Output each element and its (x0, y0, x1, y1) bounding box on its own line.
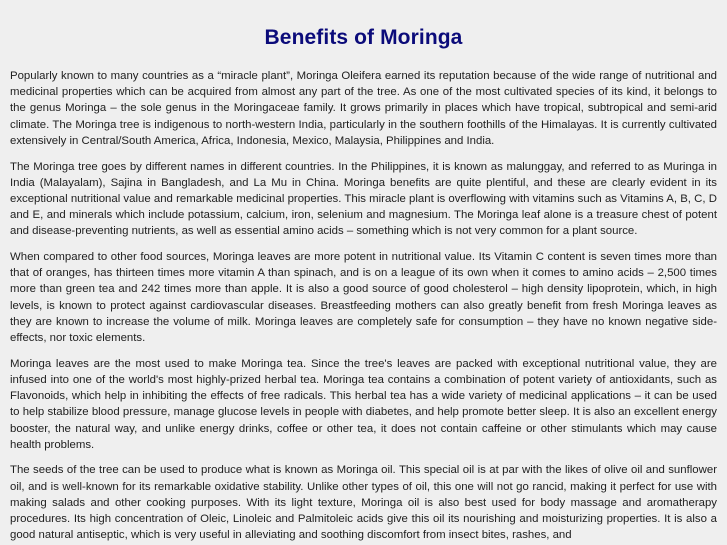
paragraph-nutrition: When compared to other food sources, Moringa leaves are more potent in nutritional value. Its Vitamin C content is seven times more than that of oranges, has thirteen times more vitamin A than spinach, and is on a league of its own when it comes to amino acids – 2,500 times more than green tea and 242 times more than apple. It is also a good source of good cholesterol – high density lipoprotein, which, in high levels, is known to protect against cardiovascular diseases. Breastfeeding mothers can also greatly benefit from fresh Moringa leaves as they are known to increase the volume of milk. Moringa leaves are completely safe for consumption – they have no known negative side-effects, nor toxic elements. (10, 251, 717, 345)
paragraph-names: The Moringa tree goes by different names in different countries. In the Philippines, it is known as malunggay, and referred to as Muringa in India (Malayalam), Sajina in Bangladesh, and La Mu in China. Moringa benefits are quite plentiful, and these are clearly evident in its exceptional nutritional value and remarkable medicinal properties. This miracle plant is overflowing with vitamins such as Vitamins A, B, C, D and E, and minerals which include potassium, calcium, iron, selenium and magnesium. The Moringa leaf alone is a treasure chest of potent and disease-preventing nutrients, as well as essential amino acids – something which is not very common for a plant source. (10, 160, 717, 238)
paragraph-oil: The seeds of the tree can be used to produce what is known as Moringa oil. This special oil is at par with the likes of olive oil and sunflower oil, and is well-known for its remarkable oxidative stability. Unlike other types of oil, this one will not go rancid, making it perfect for use with making salads and other cooking purposes. With its light texture, Moringa oil is also best used for body massage and aromatherapy procedures. Its high concentration of Oleic, Linoleic and Palmitoleic acids give this oil its nourishing and moisturizing properties. It is also a good natural antiseptic, which is very useful in alleviating and soothing discomfort from insect bites, rashes, and (10, 464, 717, 542)
article-body (10, 56, 717, 543)
page-title: Benefits of Moringa (264, 26, 463, 49)
paragraph-tea: Moringa leaves are the most used to make Moringa tea. Since the tree's leaves are packed with exceptional nutritional value, they are infused into one of the world's most highly-prized herbal tea. Moringa tea contains a combination of potent variety of antioxidants, such as Flavonoids, which help in inhibiting the effects of free radicals. This herbal tea has a wide variety of medicinal applications – it can be used to help stabilize blood pressure, manage glucose levels in people with diabetes, and help promote better sleep. It is also an excellent energy booster, the natural way, and unlike energy drinks, coffee or other tea, it does not contain caffeine or other stimulants which may cause health problems. (10, 357, 717, 451)
paragraph-intro: Popularly known to many countries as a “miracle plant”, Moringa Oleifera earned its reputation because of the wide range of nutritional and medicinal properties which can be acquired from almost any part of the tree. As one of the most cultivated species of its kind, it belongs to the genus Moringa – the sole genus in the Moringaceae family. It grows primarily in places which have tropical, subtropical and semi-arid climate. The Moringa tree is indigenous to north-western India, particularly in the southern foothills of the Himalayas. It is currently cultivated extensively in Central/South America, Africa, Indonesia, Mexico, Malaysia, Philippines and India. (10, 70, 717, 147)
